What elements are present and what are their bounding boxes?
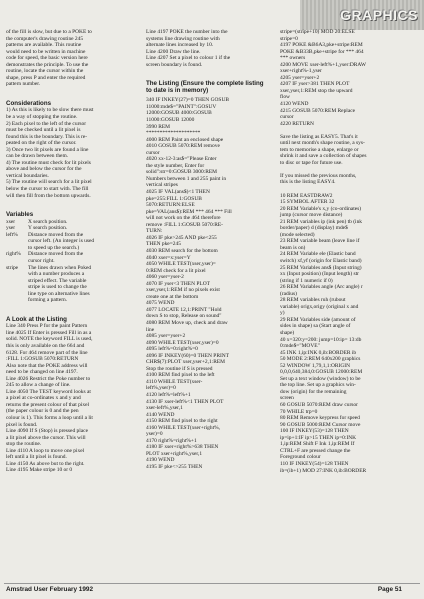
text-line: xser,yser,1:REM if no pixels exist — [146, 287, 220, 294]
code-listing — [146, 97, 268, 470]
column-middle — [146, 29, 268, 471]
text-line: 10 REM EASTDRAW2 — [280, 192, 333, 199]
text-line: shrink it and save a collection of shapes — [280, 153, 367, 160]
text-line: would need to be written in machine — [6, 48, 86, 55]
text-line: THEN pke=245 — [146, 241, 181, 248]
text-line: 3) Once two lit pixels are found a line — [6, 146, 89, 153]
text-line: 4060 yser=yser-2 — [146, 274, 184, 281]
text-line: 4010 GOSUB 5070:REM remove — [146, 143, 220, 150]
text-line: left%,yser)=0 — [146, 385, 176, 392]
text-line: the style number, Enter for — [146, 162, 205, 169]
text-line: Stop the routine if S is pressed — [146, 365, 213, 372]
text-line: PLOT xser+right%,yser,1 — [146, 450, 203, 457]
text-line: shape, press P and enter the required — [6, 74, 86, 81]
text-line: routine, locate the cursor within the — [6, 68, 84, 75]
text-line: 4197 POKE &B6A3,pke+stripe:REM — [280, 42, 363, 49]
text-line: down S to stop, Release on sound" — [146, 313, 222, 320]
text-line: 4190 WEND — [146, 457, 175, 464]
variables-heading: Variables — [6, 211, 34, 219]
text-line: 4095 left%=0:right%=0 — [146, 346, 198, 353]
text-line: this is only available on the 664 and — [6, 342, 85, 349]
text-line: The lines drawn when Poked — [28, 264, 92, 271]
text-line: pixel is found. — [6, 421, 38, 428]
text-line: striped effect. The variable — [28, 277, 87, 284]
text-line: Line 4150 As above but to the right. — [6, 460, 85, 467]
text-line: shape) — [280, 330, 295, 337]
text-line: vertical stripes — [146, 182, 178, 189]
text-line: 60 GOSUB 5070:REM draw cursor — [280, 402, 358, 409]
text-line: 0:REM check for a lit pixel — [146, 267, 206, 274]
text-line: Foreground colour — [280, 454, 321, 461]
text-line: will not work on the 464 therefore — [146, 215, 221, 222]
variable-name: right% — [6, 251, 21, 258]
text-line: create one at the bottom — [146, 293, 199, 300]
variable-row — [6, 251, 128, 264]
text-line: this is the listing EASY4. — [280, 179, 336, 186]
text-line: 70 WHILE trp=0 — [280, 408, 318, 415]
variable-row — [6, 232, 128, 252]
code-listing-continued — [280, 29, 404, 127]
text-line: 12000:GOSUB 4000:GOSUB — [146, 110, 212, 117]
text-line: 24 REM Variable ele (Elastic band — [280, 251, 356, 258]
text-line: 15 SYMBOL AFTER 32 — [280, 199, 335, 206]
line-notes — [146, 29, 268, 68]
text-line: y) — [280, 310, 285, 317]
text-line: 340 IF INKEY(27)=0 THEN GOSUB — [146, 97, 230, 104]
text-line: left until a lit pixel is found. — [6, 454, 67, 461]
text-line: sides in shape) sa (Start angle of — [280, 323, 351, 330]
text-line: 4030 REM search for the bottom — [146, 247, 218, 254]
text-line: beam is on) — [280, 244, 306, 251]
text-line: 4205 yser=yser+2 — [280, 74, 320, 81]
text-line: to speed up the search.) — [28, 244, 80, 251]
text-line: 5070:RETURN:ELSE — [146, 202, 195, 209]
text-line: 1) As this is likely to be slow there must — [6, 107, 94, 114]
text-line: 29 REM Variables side (amount of — [280, 316, 356, 323]
variable-description — [28, 265, 128, 304]
text-line: flow — [280, 94, 290, 101]
text-line: Y search position. — [28, 225, 68, 232]
text-line: 4215 GOSUB 5070:REM Replace — [280, 107, 356, 114]
text-line: solid":str=0:GOSUB 3000:REM — [146, 169, 217, 176]
text-line: 4026 IF pke>245 AND pke<255 — [146, 234, 217, 241]
variable-name: yser — [6, 225, 16, 232]
variable-name: xser — [6, 218, 16, 225]
text-line: vertical boundaries. — [6, 172, 49, 179]
text-line: pattern number. — [6, 81, 41, 88]
text-line: need to be changed on line 4197. — [6, 369, 78, 376]
text-line: Line 4200 Draw the line. — [146, 48, 201, 55]
text-line: Line 4110 A loop to move one pixel — [6, 447, 85, 454]
page-footer — [4, 583, 420, 596]
text-line: cursor left. (An integer is used — [28, 238, 95, 245]
text-line: 4090 WHILE TEST(xser,yser)=0 — [146, 339, 219, 346]
text-line: 4000 REM Paint an enclosed shape — [146, 136, 224, 143]
text-line: ******************** — [146, 130, 201, 137]
text-line: cursor right. — [28, 257, 55, 264]
text-line: must be checked until a lit pixel is — [6, 127, 81, 134]
text-line: xser+right%-1,yser — [280, 68, 322, 75]
variable-name: left% — [6, 231, 18, 238]
text-line: 25 REM Variables ans$ (Input string) — [280, 264, 362, 271]
text-line: (the paper colour is 0 and the pen — [6, 408, 79, 415]
listing-title: The Listing (Ensure the complete listing to date is in memory) — [146, 80, 264, 94]
text-line: 4075 WEND — [146, 300, 175, 307]
text-line: 45 INK 1,ip:INK 0,ib:BORDER ib — [280, 349, 357, 356]
text-line: ip=ip+1:IF ip>15 THEN ip=0:INK — [280, 434, 357, 441]
text-line: 21 REM variables ip (ink pen) tb (ink — [280, 218, 363, 225]
text-line: 0:mde$="MOVE" — [280, 343, 320, 350]
text-line: 4070 IF yser<3 THEN PLOT — [146, 280, 210, 287]
text-line: line type on alternative lines — [28, 290, 90, 297]
text-line: dow (origin) for the remaining — [280, 388, 347, 395]
text-line: demonstrates the principle. To use the — [6, 61, 89, 68]
text-line: remove :FILL 1:GOSUB 5070:RE- — [146, 221, 223, 228]
text-line: cursor — [280, 114, 294, 121]
text-line: 4207 IF yser>381 THEN PLOT — [280, 81, 350, 88]
text-line: with a number produces a — [28, 271, 85, 278]
text-line: below the cursor to start with. The fill — [6, 186, 89, 193]
text-line: border/paper) d (display) mde$ — [280, 225, 348, 232]
issue-label: Amstrad User February 1992 — [6, 586, 94, 593]
text-line: 1,ip:REM Shift F Ink 1,ip:REM If — [280, 441, 355, 448]
text-line: Distance moved from the — [28, 231, 84, 238]
easy4-listing — [280, 193, 404, 475]
text-line: 4020 xx-12-3:as$="Please Enter — [146, 156, 217, 163]
text-line: 40 x=320:y=200: jump=10:ip= 13:db — [280, 336, 362, 343]
variable-name: stripe — [6, 264, 19, 271]
text-line: If you missed the previous months, — [280, 172, 357, 179]
text-line: 4110 WHILE TEST(xser- — [146, 378, 203, 385]
variables-list — [6, 219, 128, 304]
text-line: colour is 1). This forms a loop until a lit — [6, 414, 93, 421]
text-line: the top line. Set up a graphics win- — [280, 382, 356, 389]
text-line: 4025 IF VAL(ans$)<1 THEN — [146, 189, 210, 196]
text-line: line 4025 If Enter is pressed Fill in as a — [6, 329, 92, 336]
text-line: X search position. — [28, 218, 68, 225]
text-line: 3990 REM — [146, 123, 171, 130]
text-line: Line 4090 If S (Stop) is pressed place — [6, 428, 88, 435]
text-line: tem to memorise a shape, enlarge or — [280, 146, 359, 153]
text-line: 4100 REM find pixel to the left — [146, 372, 215, 379]
text-line: pke=255:FILL 1:GOSUB — [146, 195, 202, 202]
text-line: can be drawn between them. — [6, 153, 69, 160]
text-line: 26 REM Variables angle (Arc angle) r — [280, 284, 363, 291]
text-line: be a way of stopping the routine. — [6, 114, 78, 121]
save-instructions — [280, 134, 404, 167]
text-line: peated on the right of the cursor. — [6, 140, 77, 147]
text-line: 4220 RETURN — [280, 120, 314, 127]
text-line: Line 4026 Restrict the Poke number to — [6, 375, 91, 382]
text-line: 50 MODE 2:REM 640x200 graphics — [280, 356, 361, 363]
text-line: CHR$(7):PLOT xser,yser+2,1:REM — [146, 359, 226, 366]
text-line: 4120 left%=left%+1 — [146, 391, 191, 398]
text-line: to disc or tape for future use. — [280, 159, 343, 166]
text-line: 4050 WHILE TEST(xser,yser)= — [146, 261, 216, 268]
text-line: xser-left%,yser,1 — [146, 405, 183, 412]
text-line: switch) xf,yf (origin for Elastic band) — [280, 258, 362, 264]
text-line: POKE &B33B,pke+stripe for *** 464 — [280, 48, 364, 55]
text-line: 4180 IF xser+right%>638 THEN — [146, 444, 219, 451]
text-line: line — [146, 326, 155, 333]
text-line: systems line drawing routine with — [146, 35, 220, 42]
text-line: (mode selected) — [280, 231, 315, 238]
text-line: :FILL 1:GOSUB 5070:RETURN — [6, 356, 79, 363]
text-line: 52 WINDOW 1,79,1,1:ORIGIN — [280, 362, 351, 369]
variable-row — [6, 265, 128, 304]
text-line: jump (cursor move distance) — [280, 212, 343, 219]
text-line: 80 REM Remove keypress for speed — [280, 415, 360, 422]
text-line: patterns are available. This routine — [6, 42, 82, 49]
text-line: cursor — [146, 149, 160, 156]
text-line: 6128. For 464 remove part of the line — [6, 349, 88, 356]
considerations-text — [6, 107, 128, 199]
text-line: 5) The routine will search for a lit pixel — [6, 179, 92, 186]
text-line: (string if 1 numeric if 0) — [280, 277, 333, 284]
text-line: TURN: — [146, 228, 163, 235]
column-right — [280, 29, 404, 474]
text-line: Also note that the POKE address will — [6, 362, 88, 369]
text-line: Line 4195 Make stripe 10 or 0 — [6, 467, 73, 474]
text-line: 11000:GOSUB 12000 — [146, 117, 195, 124]
text-line: 4170 right%=right%+1 — [146, 437, 197, 444]
text-line: alternate lines increased by 10. — [146, 42, 214, 49]
text-line: 4) The routine must check for lit pixels — [6, 159, 91, 166]
text-line: the computer's drawing routine 245 — [6, 35, 84, 42]
text-line: Line 4197 POKE the number into the — [146, 29, 228, 35]
intro-text — [6, 29, 128, 88]
text-line: 4120 WEND — [280, 101, 309, 108]
text-line: variable) origx,origy (original x and — [280, 303, 359, 310]
text-line: 4195 IF pke<>255 THEN — [146, 464, 203, 470]
listing-notes — [6, 323, 128, 474]
text-line: (radius) — [280, 290, 297, 297]
text-line: 28 REM variables ruh (rubout — [280, 297, 346, 304]
text-line: 4200 MOVE xser-left%+1,yser:DRAW — [280, 61, 367, 68]
text-line: 100 IF INKEY(53)=128 THEN — [280, 428, 349, 435]
text-line: pke=VAL(ans$):REM *** 464 *** Fill — [146, 208, 232, 215]
variable-description — [28, 232, 128, 252]
text-line: stripe=(stripe+10) MOD 20:ELSE — [280, 29, 355, 35]
text-line: 4085 yser=yser+2 — [146, 333, 186, 340]
text-line: screen — [280, 395, 294, 402]
text-line: 23 REM variable beam (leave line if — [280, 238, 360, 245]
text-line: 4140 WEND — [146, 411, 175, 418]
text-line: above and below the cursor for the — [6, 166, 82, 173]
text-line: 110 IF INKEY(54)=128 THEN — [280, 460, 349, 467]
text-line: stripe is used to change the — [28, 284, 87, 291]
text-line: solid. NOTE the keyword FILL is used, — [6, 336, 93, 343]
text-line: stripe=0 — [280, 35, 298, 42]
text-line: 90 GOSUB 5000:REM Cursor move — [280, 421, 361, 428]
text-line: 4160 WHILE TEST(xser+right%, — [146, 424, 220, 431]
listing-heading: A Look at the Listing — [6, 315, 67, 323]
text-line: will then fill from the bottom upwards. — [6, 192, 91, 199]
text-line: xser,yser,1:REM stop the upward — [280, 87, 353, 94]
text-line: code for speed, the basic version here — [6, 55, 88, 62]
text-line: Numbers between 1 and 255 paint in — [146, 175, 227, 182]
variable-description — [28, 251, 128, 264]
text-line: a pixel at co-ordinates x and y and — [6, 395, 81, 402]
text-line: 20 REM Variable's x,y (co-ordinates) — [280, 205, 362, 212]
text-line: Line 340 Press P for the paint Pattern — [6, 323, 88, 330]
text-line: Distance moved from the — [28, 251, 84, 258]
text-line: 11000:mde$="PAINT":GOSUV — [146, 103, 217, 110]
text-line: 4080 REM Move up, check and draw — [146, 319, 228, 326]
text-line: Set up a text window (window) to be — [280, 375, 361, 382]
text-line: of the fill is slow, but due to a POKE to — [6, 29, 92, 35]
text-line: found this is the boundary. This is re- — [6, 133, 88, 140]
considerations-heading: Considerations — [6, 99, 52, 107]
page-number: Page 51 — [377, 586, 402, 593]
text-line: CTRL+F are pressed change the — [280, 447, 351, 454]
text-line: 245 to allow a change of line. — [6, 382, 71, 389]
text-line: 4096 IF INKEY(60)=0 THEN PRINT — [146, 352, 230, 359]
section-banner — [300, 0, 424, 30]
text-line: screen boundary is found. — [146, 61, 203, 68]
column-left — [6, 29, 128, 474]
text-line: until next month's shape routine, a sys- — [280, 140, 365, 147]
text-line: a lit pixel above the cursor. This will — [6, 434, 86, 441]
text-line: returns the present colour of that pixel — [6, 401, 90, 408]
text-line: 4150 REM find pixel to the right — [146, 418, 218, 425]
section-title: GRAPHICS — [340, 7, 418, 23]
text-line: *** owners — [280, 55, 306, 62]
previous-months-note — [280, 173, 404, 186]
text-line: Save the listing as EASY5. That's it — [280, 133, 358, 140]
text-line: 4077 LOCATE 12,1:PRINT "Hold — [146, 306, 222, 313]
text-line: yser)=0 — [146, 431, 163, 438]
text-line: 4040 xser=x:yser=Y — [146, 254, 191, 261]
text-line: Line 4050 The TEST keyword looks at — [6, 388, 91, 395]
text-line: xx (Input position) (Input length) str — [280, 271, 359, 278]
text-line: Line 4207 Set a pixel to colour 1 if the — [146, 55, 231, 62]
text-line: 4130 IF xser-left%<1 THEN PLOT — [146, 398, 224, 405]
text-line: stop the routine. — [6, 441, 42, 448]
text-line: 2) Each pixel to the left of the cursor — [6, 120, 87, 127]
text-line: 0,0,0,640,384,0:GOSUB 12000:REM — [280, 369, 363, 376]
text-line: ib=(ib+1) MOD 27:INK 0,ib:BORDER — [280, 467, 367, 474]
text-line: forming a pattern. — [28, 297, 68, 304]
